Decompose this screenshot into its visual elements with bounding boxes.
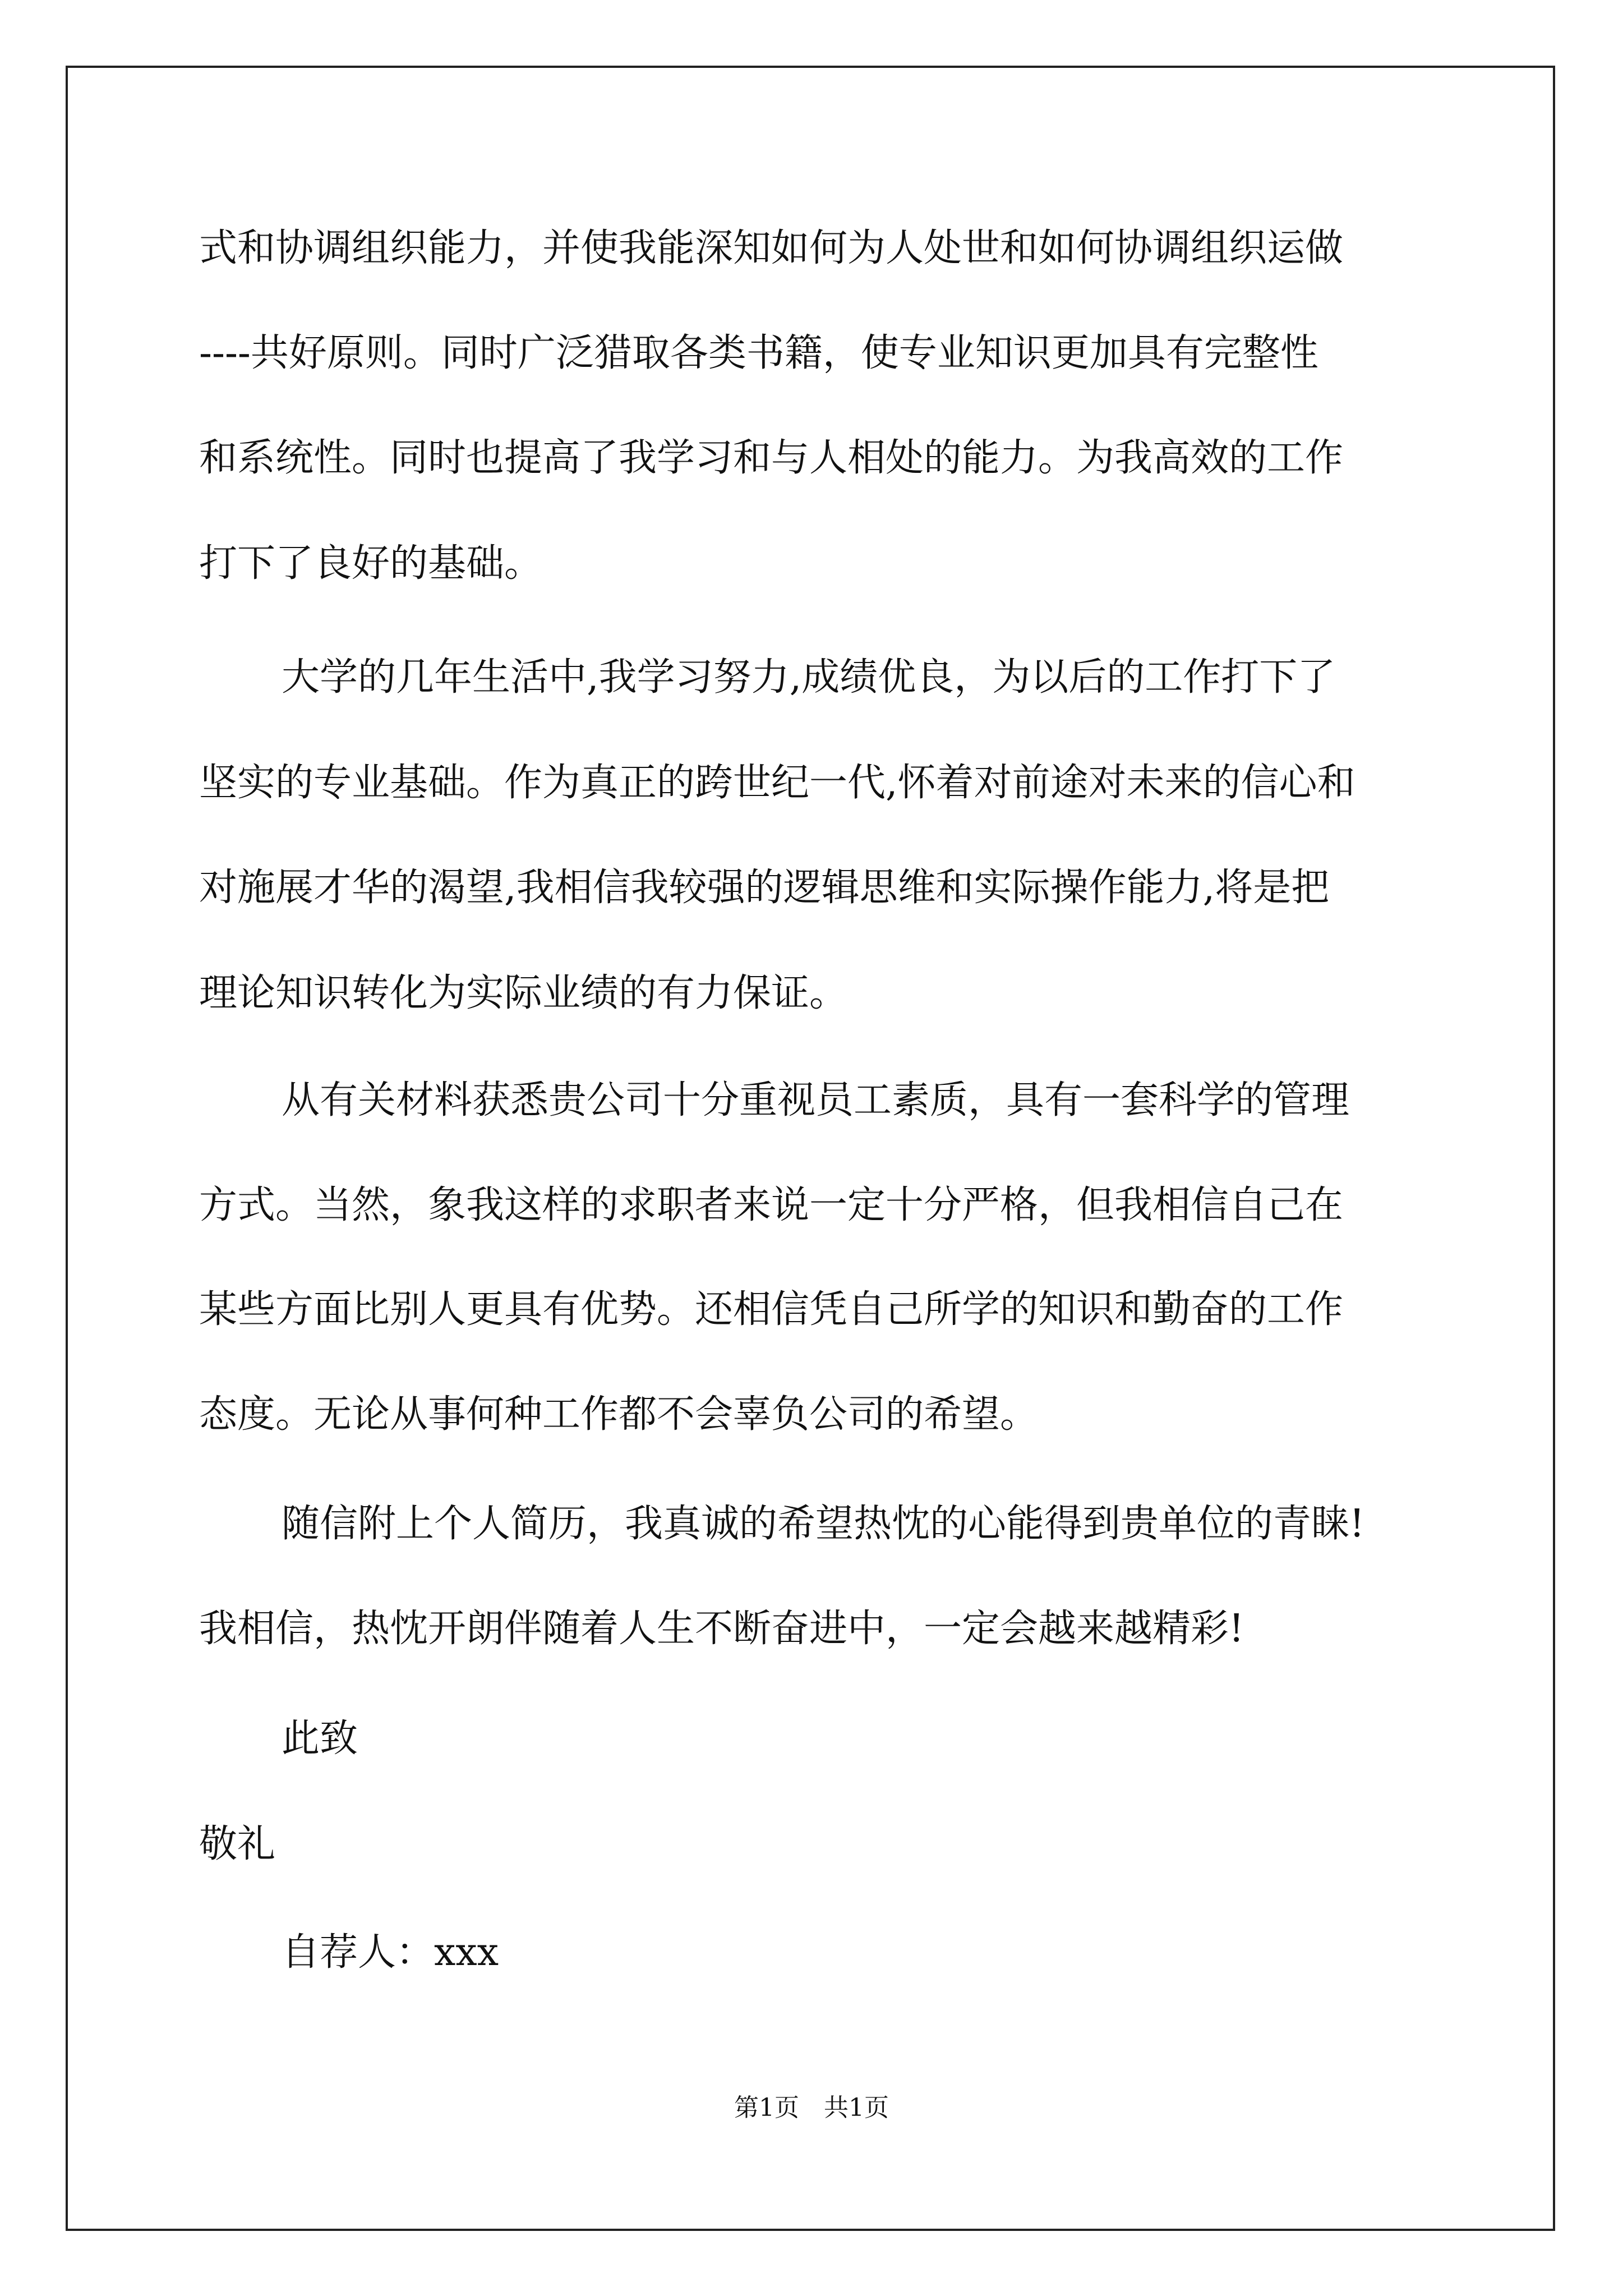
- paragraph-start-line: 随信附上个人简历，我真诚的希望热忱的心能得到贵单位的青睐!: [282, 1502, 1365, 1546]
- text-line: 和系统性。同时也提高了我学习和与人相处的能力。为我高效的工作: [199, 436, 1344, 480]
- text-line: 式和协调组织能力，并使我能深知如何为人处世和如何协调组织运做: [199, 226, 1344, 270]
- text-line: 我相信，热忱开朗伴随着人生不断奋进中，一定会越来越精彩!: [199, 1607, 1244, 1651]
- page-number-footer: 第1页 共1页: [734, 2093, 889, 2122]
- text-line: 对施展才华的渴望,我相信我较强的逻辑思维和实际操作能力,将是把: [199, 866, 1330, 910]
- paragraph-start-line: 大学的几年生活中,我学习努力,成绩优良，为以后的工作打下了: [282, 655, 1336, 700]
- closing-salutation: 此致: [282, 1717, 358, 1761]
- paragraph-start-line: 从有关材料获悉贵公司十分重视员工素质，具有一套科学的管理: [282, 1078, 1350, 1122]
- text-line: 态度。无论从事何种工作都不会辜负公司的希望。: [199, 1392, 1039, 1437]
- text-line: 方式。当然，象我这样的求职者来说一定十分严格，但我相信自己在: [199, 1183, 1344, 1227]
- text-line: 打下了良好的基础。: [199, 541, 543, 586]
- closing-regards: 敬礼: [199, 1822, 276, 1866]
- text-line: 某些方面比别人更具有优势。还相信凭自己所学的知识和勤奋的工作: [199, 1287, 1344, 1332]
- page-border: [66, 66, 1555, 2231]
- text-line: 坚实的专业基础。作为真正的跨世纪一代,怀着对前途对未来的信心和: [199, 761, 1355, 805]
- text-line: 理论知识转化为实际业绩的有力保证。: [199, 971, 848, 1015]
- text-line: ----共好原则。同时广泛猎取各类书籍，使专业知识更加具有完整性: [199, 331, 1318, 375]
- signature-line: 自荐人：xxx: [282, 1930, 499, 1975]
